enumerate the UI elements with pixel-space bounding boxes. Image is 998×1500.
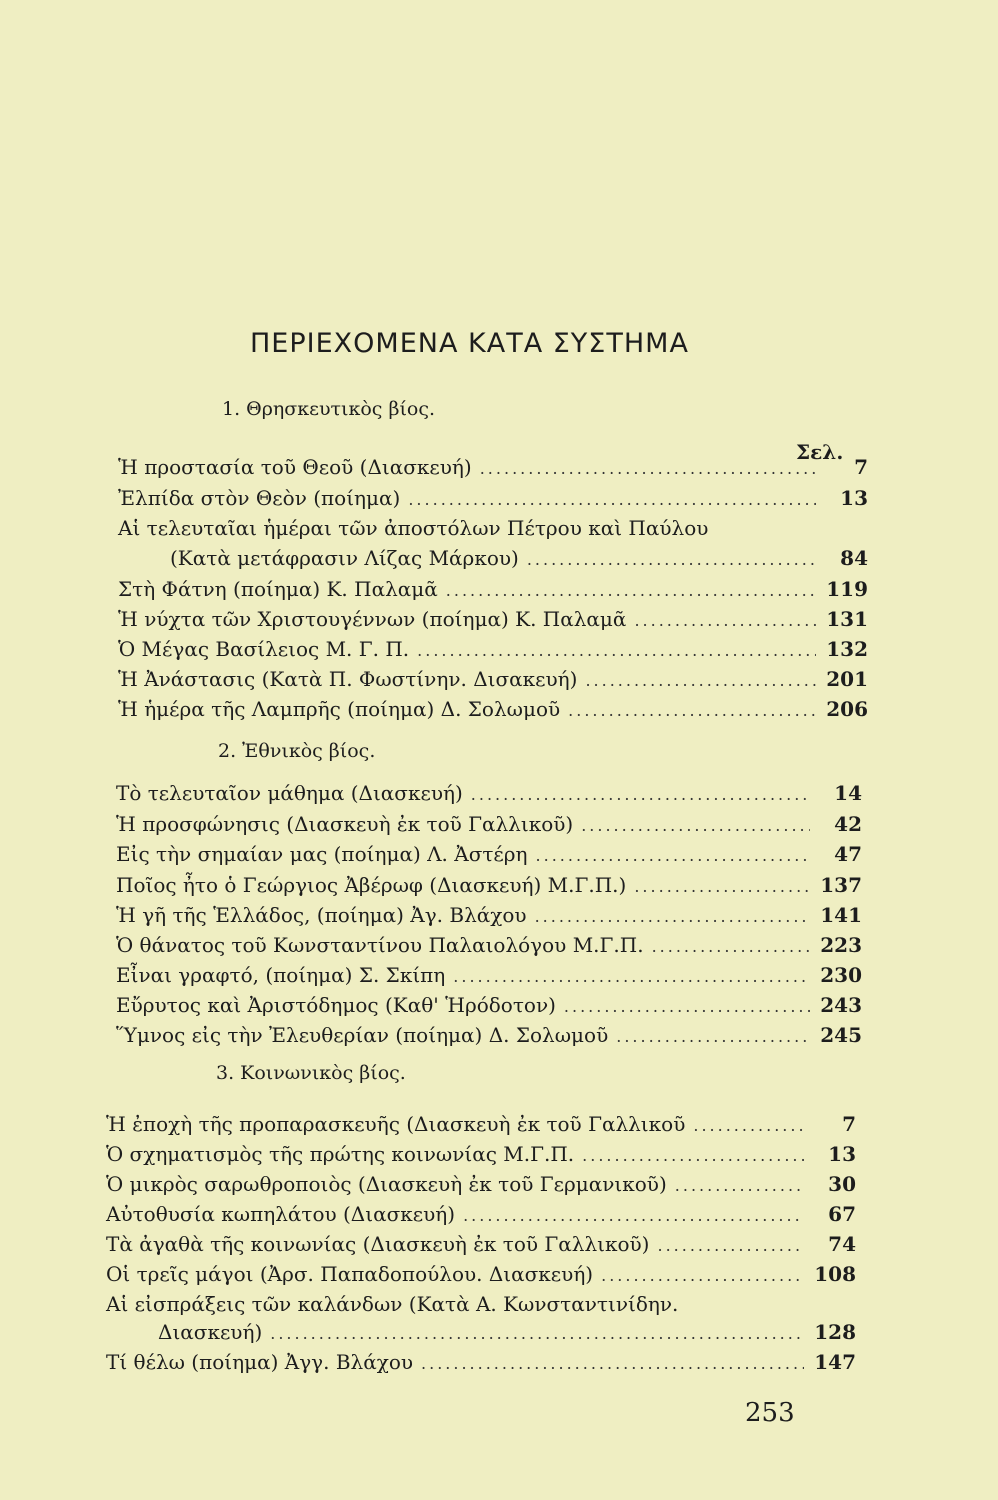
toc-entry — [118, 486, 868, 518]
dot-leader — [568, 701, 816, 720]
toc-entry — [116, 1023, 862, 1055]
toc-entry-title: Ποῖος ἦτο ὁ Γεώργιος Ἀβέρωφ (Διασκευή) Μ.Γ.Π.) — [116, 873, 627, 897]
toc-entry-title: Ἡ ἡμέρα τῆς Λαμπρῆς (ποίημα) Δ. Σολωμοῦ — [118, 697, 561, 721]
toc-entry-title: Στὴ Φάτνη (ποίημα) Κ. Παλαμᾶ — [118, 577, 438, 601]
toc-entry-title: Ἡ ἐποχὴ τῆς προπαρασκευῆς (Διασκευὴ ἐκ τοῦ Γαλλικοῦ — [106, 1112, 686, 1136]
toc-entry-page: 30 — [828, 1172, 856, 1196]
toc-entry-title: Εἰς τὴν σημαίαν μας (ποίημα) Λ. Ἀστέρη — [116, 842, 528, 866]
toc-entry-title: Ὁ θάνατος τοῦ Κωνσταντίνου Παλαιολόγου Μ.Γ.Π. — [116, 933, 644, 957]
toc-entry — [118, 577, 868, 609]
toc-entry-page: 47 — [834, 842, 862, 866]
toc-entry-page: 147 — [814, 1350, 856, 1374]
toc-entry-title: Τί θέλω (ποίημα) Ἀγγ. Βλάχου — [106, 1350, 414, 1374]
toc-entry-page: 67 — [828, 1202, 856, 1226]
toc-entry-title: Ὁ μικρὸς σαρωθροποιὸς (Διασκευὴ ἐκ τοῦ Γερμανικοῦ) — [106, 1172, 667, 1196]
toc-entry — [106, 1262, 856, 1294]
dot-leader — [446, 581, 816, 600]
toc-entry-title: Αὐτοθυσία κωπηλάτου (Διασκευή) — [106, 1202, 456, 1226]
toc-entry — [118, 546, 868, 578]
toc-entry — [106, 1112, 856, 1144]
dot-leader — [601, 1266, 804, 1285]
toc-entry-title: Ἐλπίδα στὸν Θεὸν (ποίημα) — [118, 486, 401, 510]
dot-leader — [634, 877, 810, 896]
toc-entry — [106, 1202, 856, 1234]
toc-entry-page: 108 — [814, 1262, 856, 1286]
toc-entry-page: 243 — [820, 993, 862, 1017]
toc-entry-title: Ὁ Μέγας Βασίλειος Μ. Γ. Π. — [118, 637, 410, 661]
toc-entry — [106, 1232, 856, 1264]
toc-entry-page: 119 — [826, 577, 868, 601]
toc-entry — [106, 1142, 856, 1174]
toc-entry-page: 42 — [834, 812, 862, 836]
toc-entry-title: Ἡ γῆ τῆς Ἑλλάδος, (ποίημα) Ἀγ. Βλάχου — [116, 903, 527, 927]
toc-entry-title: Εὔρυτος καὶ Ἀριστόδημος (Καθ' Ἡρόδοτον) — [116, 993, 556, 1017]
toc-entry — [116, 812, 862, 844]
toc-entry — [116, 842, 862, 874]
dot-leader — [634, 611, 816, 630]
toc-entry — [106, 1320, 856, 1352]
dot-leader — [581, 816, 810, 835]
section-heading: 3. Κοινωνικὸς βίος. — [216, 1062, 406, 1084]
dot-leader — [408, 490, 816, 509]
toc-entry — [116, 993, 862, 1025]
toc-entry-page: 13 — [840, 486, 868, 510]
toc-entry-page: 201 — [826, 667, 868, 691]
toc-entry — [116, 781, 862, 813]
toc-entry-title: Ἡ προστασία τοῦ Θεοῦ (Διασκευή) — [118, 455, 472, 479]
toc-entry-title: Οἱ τρεῖς μάγοι (Ἀρσ. Παπαδοπούλου. Διασκευή) — [106, 1262, 594, 1286]
toc-entry-page: 206 — [826, 697, 868, 721]
toc-entry-page: 230 — [820, 963, 862, 987]
page-column-label: Σελ. — [796, 440, 844, 464]
dot-leader — [471, 785, 810, 804]
toc-entry-title: Ὁ σχηματισμὸς τῆς πρώτης κοινωνίας Μ.Γ.Π. — [106, 1142, 575, 1166]
toc-entry — [106, 1172, 856, 1204]
dot-leader — [417, 641, 816, 660]
toc-entry-title: Ἡ προσφώνησις (Διασκευὴ ἐκ τοῦ Γαλλικοῦ) — [116, 812, 574, 836]
toc-entry-page: 223 — [820, 933, 862, 957]
page-title: ΠΕΡΙΕΧΟΜΕΝΑ ΚΑΤΑ ΣΥΣΤΗΜΑ — [250, 328, 689, 359]
toc-entry-page: 84 — [840, 546, 868, 570]
dot-leader — [675, 1176, 804, 1195]
dot-leader — [582, 1146, 804, 1165]
dot-leader — [585, 671, 816, 690]
toc-entry — [118, 637, 868, 669]
dot-leader — [536, 846, 810, 865]
toc-entry-page: 245 — [820, 1023, 862, 1047]
toc-entry-title: Αἱ τελευταῖαι ἡμέραι τῶν ἀποστόλων Πέτρου καὶ Παύλου — [118, 516, 709, 540]
toc-entry — [118, 667, 868, 699]
toc-entry-page: 7 — [854, 455, 868, 479]
dot-leader — [463, 1206, 804, 1225]
toc-entry-page: 13 — [828, 1142, 856, 1166]
toc-entry-title: Ὕμνος εἰς τὴν Ἐλευθερίαν (ποίημα) Δ. Σολωμοῦ — [116, 1023, 609, 1047]
toc-entry-title: Ἡ Ἀνάστασις (Κατὰ Π. Φωστίνην. Δισακευή) — [118, 667, 578, 691]
toc-entry — [106, 1350, 856, 1382]
dot-leader — [616, 1027, 810, 1046]
toc-entry-title: Τὸ τελευταῖον μάθημα (Διασκευή) — [116, 781, 463, 805]
toc-entry — [118, 455, 868, 487]
dot-leader — [270, 1324, 804, 1343]
toc-entry-title: Αἱ εἰσπράξεις τῶν καλάνδων (Κατὰ Α. Κωνσταντινίδην. — [106, 1292, 679, 1316]
toc-entry-page: 137 — [820, 873, 862, 897]
page-number: 253 — [745, 1398, 795, 1428]
section-heading: 1. Θρησκευτικὸς βίος. — [222, 398, 436, 420]
toc-entry-page: 14 — [834, 781, 862, 805]
toc-entry — [116, 903, 862, 935]
toc-entry — [118, 607, 868, 639]
toc-entry-title: Διασκευή) — [158, 1320, 263, 1344]
dot-leader — [693, 1116, 804, 1135]
dot-leader — [421, 1354, 804, 1373]
toc-entry-title: Τὰ ἀγαθὰ τῆς κοινωνίας (Διασκευὴ ἐκ τοῦ Γαλλικοῦ) — [106, 1232, 650, 1256]
dot-leader — [480, 459, 816, 478]
toc-entry-page: 141 — [820, 903, 862, 927]
dot-leader — [535, 907, 810, 926]
dot-leader — [564, 997, 810, 1016]
toc-entry-page: 74 — [828, 1232, 856, 1256]
toc-entry — [116, 933, 862, 965]
toc-entry — [118, 697, 868, 729]
toc-entry-title: Εἶναι γραφτό, (ποίημα) Σ. Σκίπη — [116, 963, 446, 987]
toc-entry-title: (Κατὰ μετάφρασιν Λίζας Μάρκου) — [170, 546, 519, 570]
dot-leader — [652, 937, 810, 956]
toc-entry — [118, 516, 868, 548]
toc-entry-page: 128 — [814, 1320, 856, 1344]
toc-entry-title: Ἡ νύχτα τῶν Χριστουγέννων (ποίημα) Κ. Παλαμᾶ — [118, 607, 627, 631]
toc-entry-page: 131 — [826, 607, 868, 631]
toc-entry — [116, 873, 862, 905]
dot-leader — [658, 1236, 805, 1255]
dot-leader — [453, 967, 810, 986]
toc-entry — [116, 963, 862, 995]
section-heading: 2. Ἐθνικὸς βίος. — [218, 740, 376, 762]
dot-leader — [527, 550, 816, 569]
toc-entry-page: 132 — [826, 637, 868, 661]
toc-entry-page: 7 — [842, 1112, 856, 1136]
